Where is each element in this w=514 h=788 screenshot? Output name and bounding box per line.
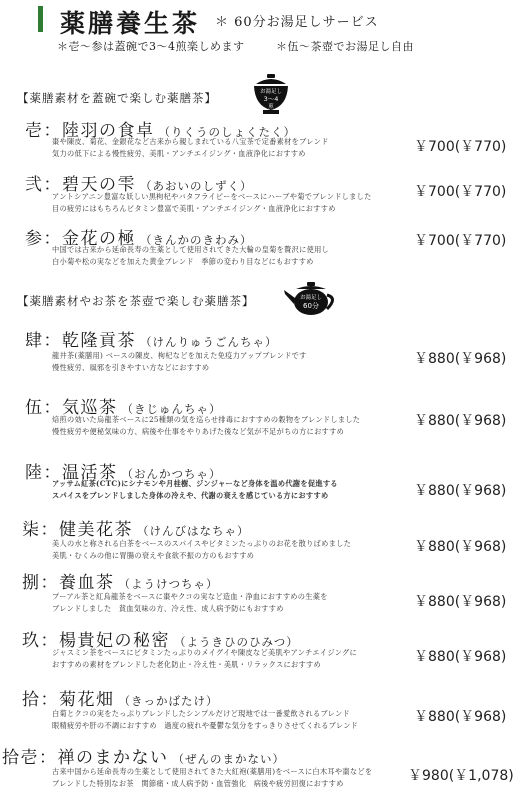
item-desc-line-2: ブレンドした特別なお茶 関節痛・成人病予防・血管強化 病後や疲労回復におすすめ <box>52 779 344 788</box>
item-price: ￥880(￥968) <box>414 483 507 499</box>
item-name <box>25 326 278 351</box>
item-reading: （きじゅんちゃ） <box>121 402 222 416</box>
item-desc-line-1: 焙煎の効いた烏龍茶ベースに25種類の気を巡らせ排毒におすすめの穀物をブレンドしました <box>52 415 361 424</box>
item-description <box>52 191 372 215</box>
item-desc-line-1: アッサム紅茶(CTC)にシナモンや月桂樹、ジンジャーなど身体を温め代謝を促進する <box>52 479 338 488</box>
item-price: ￥880(￥968) <box>414 594 507 610</box>
page-subtitle: ＊ 60分お湯足しサービス <box>215 15 379 30</box>
item-title: 陸：温活茶 <box>25 463 118 483</box>
item-reading: （ようきひのひみつ） <box>174 635 299 649</box>
note-lidded-bowl: ＊壱～参は蓋碗で3～4煎楽しめます <box>57 40 245 53</box>
item-desc-line-2: 慢性疲労、風邪を引きやすい方などにおすすめ <box>52 363 210 372</box>
item-title: 拾：菊花畑 <box>22 690 115 710</box>
item-price: ￥880(￥968) <box>414 413 507 429</box>
bowl-icon-label-3: 煎 <box>268 104 274 110</box>
item-desc-line-2: 気力の低下による慢性疲労、美肌・アンチエイジング・血液浄化におすすめ <box>52 149 306 158</box>
item-reading: （けんりゅうごんちゃ） <box>140 335 278 349</box>
item-desc-line-2: 美肌・むくみの他に胃腸の衰えや食欲不振の方のもおすすめ <box>52 551 255 560</box>
item-description <box>52 136 329 160</box>
item-title: 捌：養血茶 <box>22 573 115 593</box>
item-description <box>52 244 329 268</box>
title-accent-bar <box>38 6 43 32</box>
item-description <box>52 538 351 562</box>
item-price: ￥980(￥1,078) <box>408 768 514 784</box>
item-title: 玖：楊貴妃の秘密 <box>22 631 170 651</box>
lidded-bowl-icon <box>250 72 292 118</box>
item-description <box>52 766 372 788</box>
item-name <box>22 568 219 593</box>
item-desc-line-2: 眼精疲労や肝の不調におすすめ 過度の疲れや憂鬱な気分をすっきりさせてくれるブレンド <box>52 721 359 730</box>
item-price: ￥880(￥968) <box>414 709 507 725</box>
item-desc-line-1: プーアル茶と紅烏龍茶をベースに棗やクコの実など造血・浄血におすすめの生薬を <box>52 592 328 601</box>
item-reading: （ぜんのまかない） <box>172 752 285 766</box>
item-desc-line-2: 白小菊や松の実などを加えた黄金ブレンド 季節の変わり目などにもおすすめ <box>52 257 314 266</box>
item-title: 肆：乾隆貢茶 <box>25 331 136 351</box>
item-name <box>2 743 285 768</box>
item-reading: （きっかばたけ） <box>118 694 219 708</box>
item-title: 壱：陸羽の食卓 <box>25 121 155 141</box>
item-reading: （ようけつちゃ） <box>118 577 219 591</box>
item-description <box>52 478 338 502</box>
item-reading: （あおいのしずく） <box>140 179 253 193</box>
item-desc-line-1: 古来中国から延命長寿の生薬として使用されてきた大紅袍(薬膳用)をベースに白木耳や棗などを <box>52 767 373 776</box>
item-desc-line-1: 白菊とクコの実をたっぷりブレンドしたシンプルだけど現地では一番愛飲されるブレンド <box>52 709 350 718</box>
item-name <box>22 685 219 710</box>
bowl-icon-label-2: 3～4 <box>263 95 279 103</box>
item-title: 柒：健美花茶 <box>22 520 133 540</box>
item-desc-line-1: 龍井茶(薬膳用) ベースの陳皮、枸杞などを加えた免疫力アップブレンドです <box>52 351 307 360</box>
item-desc-line-1: 美人の水と称される白茶をベースのスパイスやビタミンたっぷりのお花を散りばめました <box>52 539 352 548</box>
item-title: 参：金花の極 <box>25 229 136 249</box>
item-description <box>52 414 360 438</box>
item-title: 拾壱：禅のまかない <box>2 748 169 768</box>
item-reading: （りくうのしょくたく） <box>158 125 296 139</box>
item-price: ￥700(￥770) <box>414 139 507 155</box>
item-reading: （けんびはなちゃ） <box>137 524 250 538</box>
item-reading: （きんかのきわみ） <box>140 233 253 247</box>
item-name <box>22 515 250 540</box>
item-desc-line-2: おすすめの素材をブレンドした老化防止・冷え性・美肌・リラックスにおすすめ <box>52 660 322 669</box>
item-price: ￥700(￥770) <box>414 184 507 200</box>
item-price: ￥700(￥770) <box>414 233 507 249</box>
item-price: ￥880(￥968) <box>414 351 507 367</box>
bowl-icon-label-1: お湯足し <box>259 89 283 95</box>
section-title-lidded-bowl: 【薬膳素材を蓋碗で楽しむ薬膳茶】 <box>17 91 217 105</box>
item-price: ￥880(￥968) <box>414 539 507 555</box>
item-desc-line-1: 棗や陳皮、菊花、金銀花など古来から親しまれている八宝茶で定番素材をブレンド <box>52 137 329 146</box>
pot-icon-label-2: 60分 <box>303 302 319 310</box>
item-description <box>52 350 307 374</box>
item-desc-line-2: 慢性疲労や便秘気味の方、病後や仕事をやりあげた後など気が不足がちの方におすすめ <box>52 427 345 436</box>
item-desc-line-1: 中国では古来から延命長寿の生薬として使用されてきた大輪の皇菊を贅沢に使用し <box>52 245 330 254</box>
item-title: 伍：気巡茶 <box>25 398 118 418</box>
item-description <box>52 647 357 671</box>
item-description <box>52 591 328 615</box>
item-desc-line-2: 目の疲労にはもちろんビタミン豊富で美肌・アンチエイジング・血液浄化におすすめ <box>52 204 336 213</box>
note-teapot: ＊伍～茶壺でお湯足し自由 <box>276 40 414 53</box>
item-desc-line-2: ブレンドしました 貧血気味の方、冷え性、成人病予防にもおすすめ <box>52 604 284 613</box>
teapot-icon <box>282 280 340 318</box>
section-title-teapot: 【薬膳素材やお茶を茶壺で楽しむ薬膳茶】 <box>17 294 255 308</box>
item-title: 弐：碧天の雫 <box>25 175 136 195</box>
pot-icon-label-1: お湯足し <box>299 295 323 301</box>
item-price: ￥880(￥968) <box>414 649 507 665</box>
item-description <box>52 708 358 732</box>
item-desc-line-1: ジャスミン茶をベースにビタミンたっぷりのメイグイや陳皮など美肌やアンチエイジングに <box>52 648 357 657</box>
item-desc-line-1: アントシアニン豊富な妖しい黒枸杞やバタフライピーをベースにハーブや菊でブレンドしました <box>52 192 372 201</box>
item-reading: （おんかつちゃ） <box>121 467 222 481</box>
page-title: 薬膳養生茶 <box>60 9 201 38</box>
item-desc-line-2: スパイスをブレンドしました身体の冷えや、代謝の衰えを感じている方におすすめ <box>52 491 329 500</box>
